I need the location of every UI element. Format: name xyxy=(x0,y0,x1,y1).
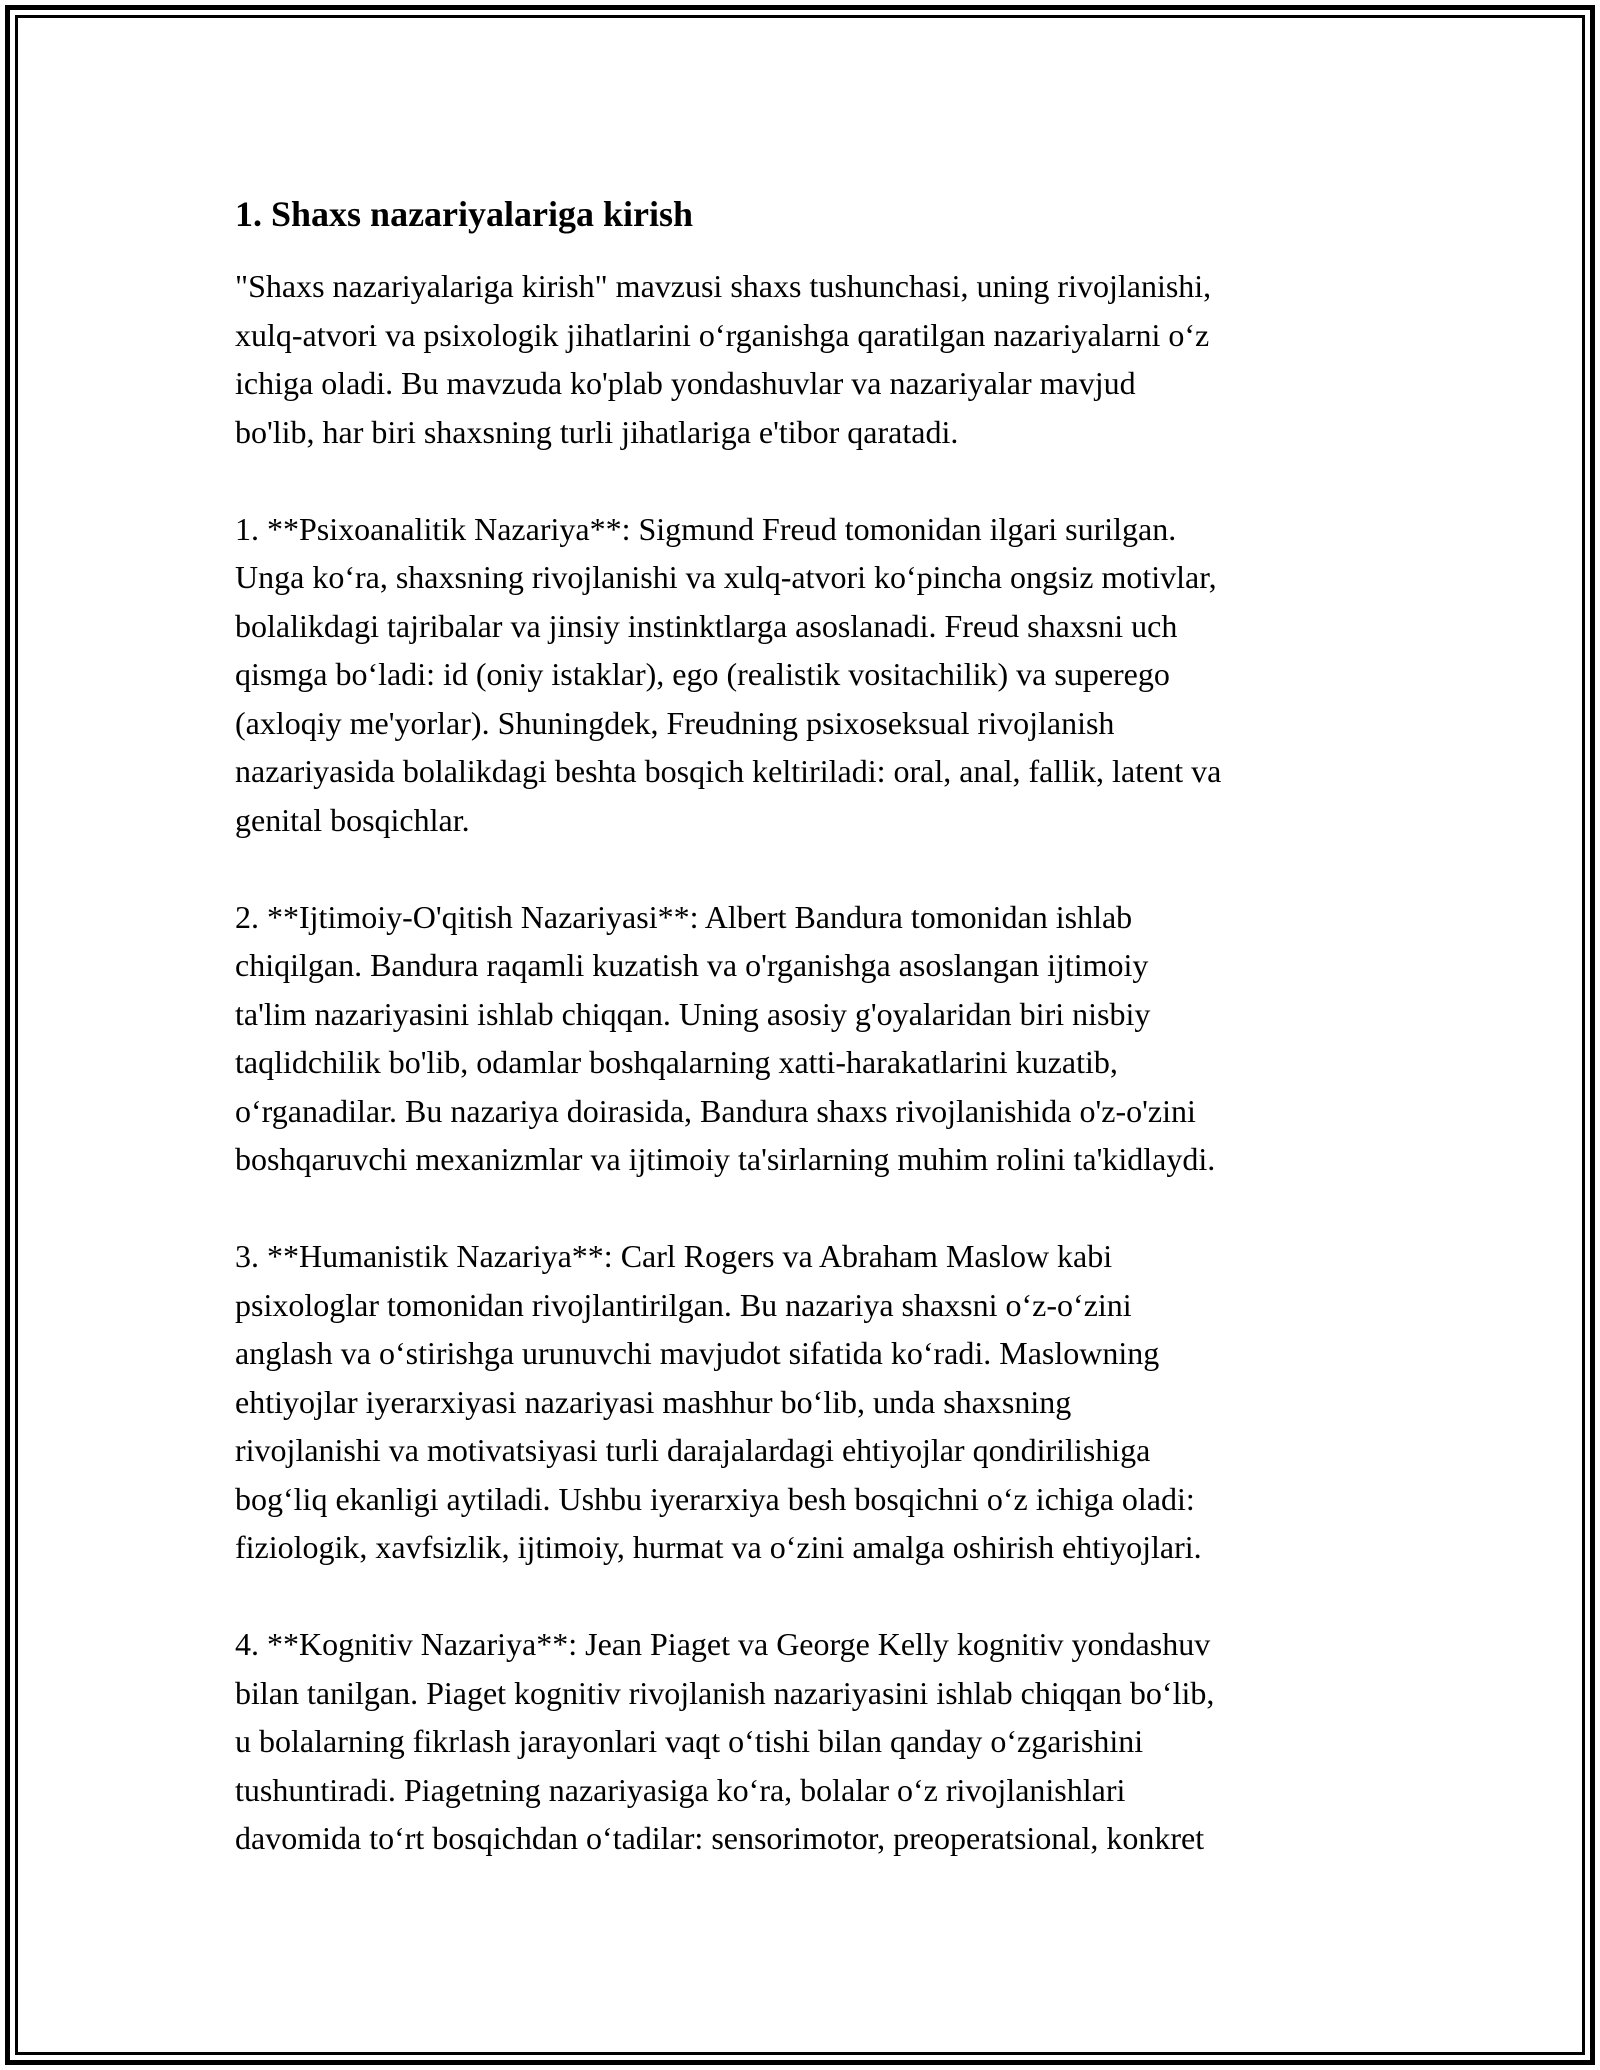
text-line: o‘rganadilar. Bu nazariya doirasida, Bandura shaxs rivojlanishida o'z-o'zini xyxy=(235,1092,1196,1129)
text-line: rivojlanishi va motivatsiyasi turli darajalardagi ehtiyojlar qondirilishiga xyxy=(235,1432,1151,1469)
paragraph xyxy=(235,505,1385,845)
text-line: nazariyasida bolalikdagi beshta bosqich keltiriladi: oral, anal, fallik, latent va xyxy=(235,753,1222,790)
text-line: anglash va o‘stirishga urunuvchi mavjudot sifatida ko‘radi. Maslowning xyxy=(235,1335,1160,1372)
text-line: 4. **Kognitiv Nazariya**: Jean Piaget va George Kelly kognitiv yondashuv xyxy=(235,1626,1211,1663)
text-line: xulq-atvori va psixologik jihatlarini o‘rganishga qaratilgan nazariyalarni o‘z xyxy=(235,316,1210,353)
text-line: u bolalarning fikrlash jarayonlari vaqt o‘tishi bilan qanday o‘zgarishini xyxy=(235,1723,1144,1760)
text-line: davomida to‘rt bosqichdan o‘tadilar: sensorimotor, preoperatsional, konkret xyxy=(235,1820,1205,1857)
text-line: 2. **Ijtimoiy-O'qitish Nazariyasi**: Albert Bandura tomonidan ishlab xyxy=(235,898,1133,935)
paragraph xyxy=(235,1232,1385,1572)
text-line: ichiga oladi. Bu mavzuda ko'plab yondashuvlar va nazariyalar mavjud xyxy=(235,365,1136,402)
text-line: psixologlar tomonidan rivojlantirilgan. Bu nazariya shaxsni o‘z-o‘zini xyxy=(235,1286,1132,1323)
text-line: 3. **Humanistik Nazariya**: Carl Rogers va Abraham Maslow kabi xyxy=(235,1238,1113,1275)
paragraph xyxy=(235,1620,1385,1863)
text-line: genital bosqichlar. xyxy=(235,801,470,838)
text-line: bog‘liq ekanligi aytiladi. Ushbu iyerarxiya besh bosqichni o‘z ichiga oladi: xyxy=(235,1480,1195,1517)
text-line: chiqilgan. Bandura raqamli kuzatish va o'rganishga asoslangan ijtimoiy xyxy=(235,947,1149,984)
paragraph xyxy=(235,893,1385,1184)
text-line: fiziologik, xavfsizlik, ijtimoiy, hurmat va o‘zini amalga oshirish ehtiyojlari. xyxy=(235,1529,1202,1566)
text-line: boshqaruvchi mexanizmlar va ijtimoiy ta'sirlarning muhim rolini ta'kidlaydi. xyxy=(235,1141,1216,1178)
text-line: bilan tanilgan. Piaget kognitiv rivojlanish nazariyasini ishlab chiqqan bo‘lib, xyxy=(235,1674,1215,1711)
paragraph-list xyxy=(235,262,1385,1863)
text-line: (axloqiy me'yorlar). Shuningdek, Freudning psixoseksual rivojlanish xyxy=(235,704,1115,741)
text-line: taqlidchilik bo'lib, odamlar boshqalarning xatti-harakatlarini kuzatib, xyxy=(235,1044,1118,1081)
text-line: "Shaxs nazariyalariga kirish" mavzusi shaxs tushunchasi, uning rivojlanishi, xyxy=(235,268,1212,305)
document-body xyxy=(235,183,1385,1911)
paragraph xyxy=(235,262,1385,456)
text-line: bolalikdagi tajribalar va jinsiy instinktlarga asoslanadi. Freud shaxsni uch xyxy=(235,607,1178,644)
text-line: Unga ko‘ra, shaxsning rivojlanishi va xulq-atvori ko‘pincha ongsiz motivlar, xyxy=(235,559,1217,596)
text-line: 1. **Psixoanalitik Nazariya**: Sigmund Freud tomonidan ilgari surilgan. xyxy=(235,510,1177,547)
text-line: ehtiyojlar iyerarxiyasi nazariyasi mashhur bo‘lib, unda shaxsning xyxy=(235,1383,1072,1420)
text-line: ta'lim nazariyasini ishlab chiqqan. Uning asosiy g'oyalaridan biri nisbiy xyxy=(235,995,1151,1032)
text-line: tushuntiradi. Piagetning nazariyasiga ko‘ra, bolalar o‘z rivojlanishlari xyxy=(235,1771,1126,1808)
page-title: 1. Shaxs nazariyalariga kirish xyxy=(235,194,694,234)
text-line: qismga bo‘ladi: id (oniy istaklar), ego (realistik vositachilik) va superego xyxy=(235,656,1170,693)
text-line: bo'lib, har biri shaxsning turli jihatlariga e'tibor qaratadi. xyxy=(235,413,959,450)
